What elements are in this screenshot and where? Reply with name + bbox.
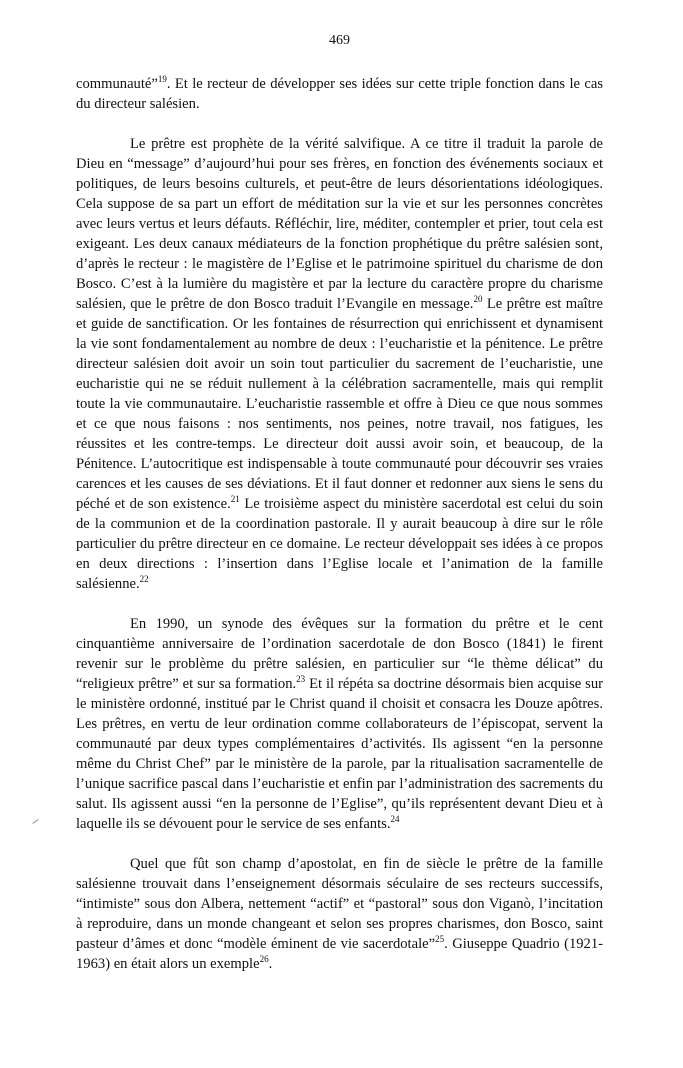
footnote-marker: 19 <box>157 74 167 85</box>
footnote-marker: 21 <box>230 494 240 505</box>
text-run: Le troisième aspect du ministère sacerdotal est celui du soin de la communion et de la coordination pastorale. Il y aurait beaucoup à dire sur le rôle particulier du prêtre directeur en ce domaine. Le recteur développait ses idées à ce propos en deux directions : l’insertion dans l’Eglise locale et l’animation de la famille salésienne. <box>76 496 603 592</box>
paragraph-3 <box>76 614 603 834</box>
text-run: . <box>268 956 273 972</box>
text-run: . Et le recteur de développer ses idées sur cette triple fonction dans le cas du directeur salésien. <box>76 76 603 112</box>
text-run: Et il répéta sa doctrine désormais bien acquise sur le ministère ordonné, institué par le Christ quand il choisit et consacra les Douze apôtres. Les prêtres, en vertu de leur ordination comme collaborateurs de l’épiscopat, servent la communauté par deux types complémentaires d’activités. Ils agissent “en la personne même du Christ Chef” par le ministère de la parole, par la ritualisation sacramentelle de l’unique sacrifice pascal dans l’eucharistie et enfin par l’administration des sacrements du salut. Ils agissent aussi “en la personne de l’Eglise”, qu’ils représentent devant Dieu et à laquelle ils se dévouent pour le service de ses enfants. <box>76 676 603 832</box>
paragraph-1 <box>76 74 603 114</box>
body-text <box>76 74 603 974</box>
text-run: Quel que fût son champ d’apostolat, en fin de siècle le prêtre de la famille salésienne trouvait dans l’enseignement désormais séculaire de ses recteurs successifs, “intimiste” sous don Albera, nettement “actif” et “pastoral” sous don Viganò, l’incitation à reproduire, dans un monde changeant et selon ses propres charismes, don Bosco, saint pasteur d’âmes et donc “modèle éminent de vie sacerdotale” <box>76 856 603 952</box>
footnote-marker: 25 <box>435 934 445 945</box>
text-run: communauté” <box>76 76 158 92</box>
document-page <box>76 32 603 974</box>
text-run: . Giuseppe Quadrio (1921-1963) en était alors un exemple <box>76 936 603 972</box>
page-number: 469 <box>329 33 350 48</box>
text-run: Le prêtre est prophète de la vérité salvifique. A ce titre il traduit la parole de Dieu en “message” d’aujourd’hui pour ses frères, en fonction des événements sociaux et politiques, de leurs besoins culturels, et peut-être de leurs désorientations idéologiques. Cela suppose de sa part un effort de méditation sur la vie et sur les personnes concrètes avec leurs vertus et leurs défauts. Réfléchir, lire, méditer, contempler et prier, tout cela est exigeant. Les deux canaux médiateurs de la fonction prophétique du prêtre salésien sont, d’après le recteur : le magistère de l’Eglise et le patrimoine spirituel du charisme de don Bosco. C’est à la lumière du magistère et par la lecture du caractère propre du charisme salésien, que le prêtre de don Bosco traduit l’Evangile en message. <box>76 136 603 312</box>
footnote-marker: 24 <box>390 814 400 825</box>
text-run: Le prêtre est maître et guide de sanctification. Or les fontaines de résurrection qui enrichissent et dynamisent la vie sont fondamentalement au nombre de deux : l’eucharistie et la pénitence. Le prêtre directeur salésien doit avoir un soin tout particulier du sacrement de l’eucharistie, une eucharistie qui ne se réduit nullement à la célébration sacramentelle, mais qui remplit toute la vie communautaire. L’eucharistie rassemble et offre à Dieu ce que nous sommes et ce que nous faisons : nos sentiments, nos peines, notre travail, nos fatigues, les réussites et les contre-temps. Le directeur doit aussi avoir soin, et beaucoup, de la Pénitence. L’autocritique est indispensable à toute communauté pour découvrir ses vraies carences et les causes de ses déviations. Et il faut donner et redonner aux siens le sens du péché et de son existence. <box>76 296 603 512</box>
footnote-marker: 22 <box>139 574 149 585</box>
paragraph-2 <box>76 134 603 594</box>
footnote-marker: 23 <box>296 674 306 685</box>
paragraph-4 <box>76 854 603 974</box>
footnote-marker: 20 <box>473 294 483 305</box>
margin-mark <box>32 819 38 824</box>
footnote-marker: 26 <box>259 954 269 965</box>
text-run: En 1990, un synode des évêques sur la formation du prêtre et le cent cinquantième anniversaire de l’ordination sacerdotale de don Bosco (1841) le firent revenir sur le problème du prêtre salésien, en particulier sur “le thème délicat” du “religieux prêtre” et sur sa formation. <box>76 616 603 692</box>
